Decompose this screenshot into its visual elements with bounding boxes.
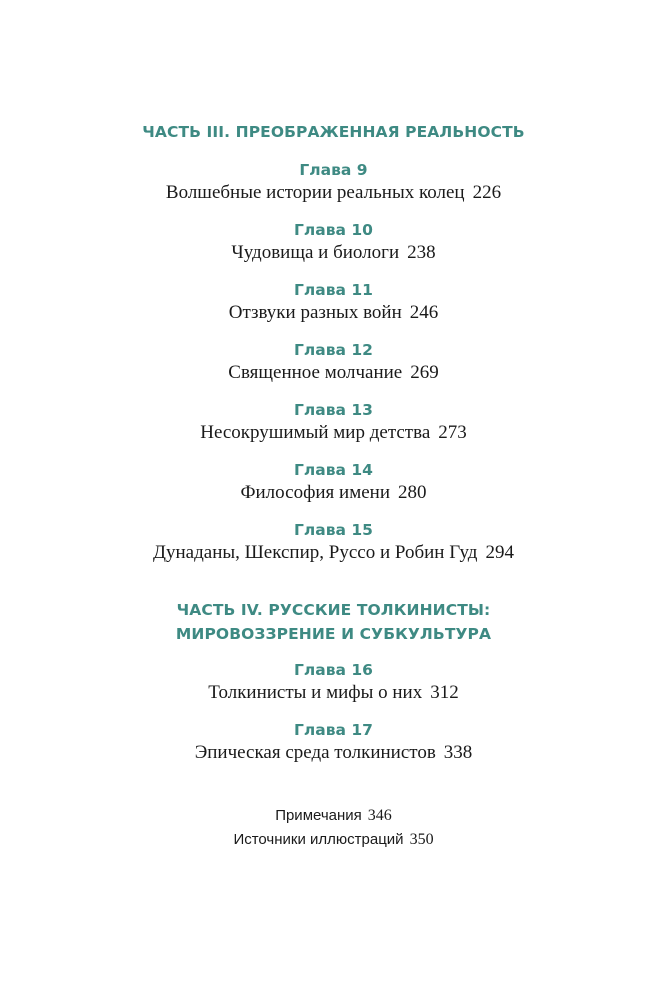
- notes-entry[interactable]: [0, 806, 667, 826]
- chapter-9-entry[interactable]: [0, 182, 667, 204]
- chapter-13-label: Глава 13: [294, 401, 373, 419]
- page-number: 280: [398, 482, 427, 503]
- chapter-title: Священное молчание: [228, 362, 403, 383]
- chapter-10-entry[interactable]: [0, 242, 667, 264]
- chapter-10-label: Глава 10: [294, 221, 373, 239]
- page-number: 346: [367, 807, 392, 824]
- page-number: 273: [438, 422, 467, 443]
- page-number: 312: [430, 682, 459, 703]
- chapter-title: Эпическая среда толкинистов: [194, 742, 436, 763]
- chapter-9-label: Глава 9: [299, 161, 368, 179]
- page-number: 246: [409, 302, 439, 323]
- page-number: 226: [472, 182, 502, 203]
- chapter-12-entry[interactable]: [0, 362, 667, 384]
- chapter-title: Волшебные истории реальных колец: [165, 182, 465, 203]
- chapter-11-entry[interactable]: [0, 302, 667, 324]
- chapter-15-entry[interactable]: [0, 542, 667, 564]
- chapter-17-entry[interactable]: [0, 742, 667, 764]
- chapter-16-label: Глава 16: [294, 661, 373, 679]
- chapter-15-label: Глава 15: [294, 521, 373, 539]
- appendix-title: Источники иллюстраций: [233, 831, 404, 848]
- chapter-title: Несокрушимый мир детства: [200, 422, 431, 443]
- illustration-sources-entry[interactable]: [0, 830, 667, 850]
- part-4-title-line-2: МИРОВОЗЗРЕНИЕ И СУБКУЛЬТУРА: [175, 625, 492, 643]
- chapter-16-entry[interactable]: [0, 682, 667, 704]
- chapter-title: Чудовища и биологи: [231, 242, 400, 263]
- page-number: 338: [443, 742, 473, 763]
- page-number: 238: [407, 242, 436, 263]
- chapter-11-label: Глава 11: [294, 281, 373, 299]
- chapter-title: Толкинисты и мифы о них: [208, 682, 423, 703]
- chapter-title: Философия имени: [240, 482, 390, 503]
- chapter-12-label: Глава 12: [294, 341, 373, 359]
- part-4-title-line-1: ЧАСТЬ IV. РУССКИЕ ТОЛКИНИСТЫ:: [176, 601, 491, 619]
- chapter-13-entry[interactable]: [0, 422, 667, 444]
- chapter-title: Дунаданы, Шекспир, Руссо и Робин Гуд: [153, 542, 478, 563]
- chapter-title: Отзвуки разных войн: [228, 302, 402, 323]
- chapter-14-label: Глава 14: [294, 461, 373, 479]
- appendix-title: Примечания: [275, 807, 362, 824]
- page-number: 294: [485, 542, 514, 563]
- chapter-14-entry[interactable]: [0, 482, 667, 504]
- page-number: 350: [409, 831, 434, 848]
- chapter-17-label: Глава 17: [294, 721, 373, 739]
- part-3-title: ЧАСТЬ III. ПРЕОБРАЖЕННАЯ РЕАЛЬНОСТЬ: [142, 123, 525, 141]
- page-number: 269: [410, 362, 439, 383]
